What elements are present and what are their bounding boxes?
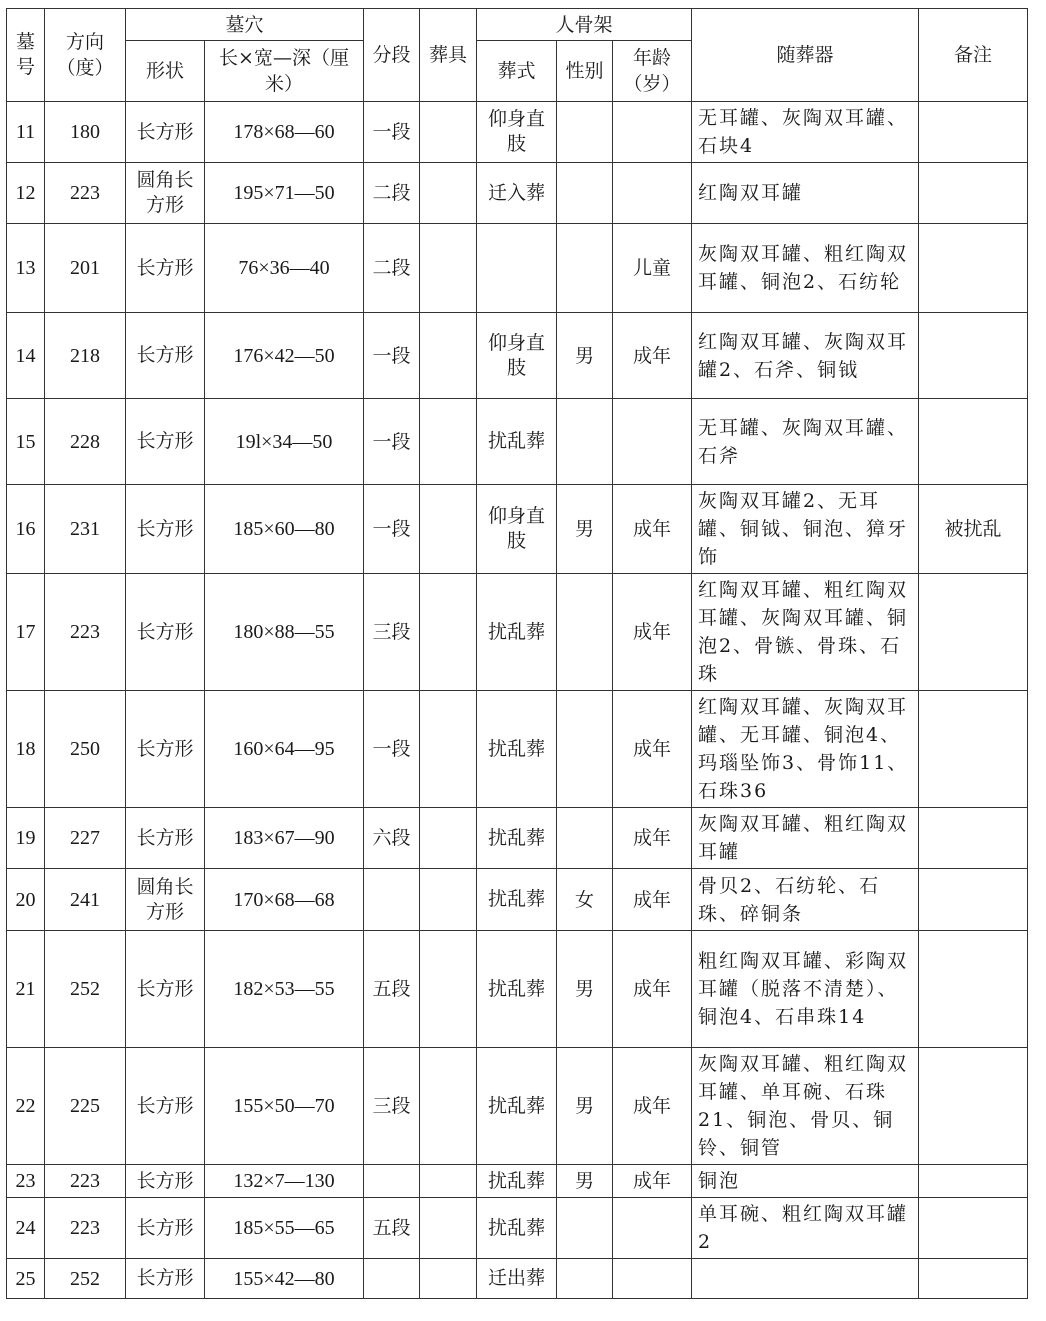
cell-segment [364,1259,420,1299]
cell-goods: 灰陶双耳罐2、无耳罐、铜钺、铜泡、獐牙饰 [692,485,919,574]
cell-shape: 长方形 [126,102,205,163]
cell-note [919,1198,1028,1259]
cell-size: 185×60—80 [205,485,364,574]
cell-burial: 迁入葬 [477,163,557,224]
table-row [7,1048,1028,1165]
table-row [7,691,1028,808]
cell-shape: 长方形 [126,485,205,574]
cell-note [919,1259,1028,1299]
cell-segment: 五段 [364,931,420,1048]
cell-direction: 218 [45,313,126,399]
header-burial: 葬式 [477,41,557,102]
cell-tomb-no: 17 [7,574,45,691]
cell-burial: 仰身直肢 [477,102,557,163]
cell-age: 成年 [613,869,692,931]
cell-age: 成年 [613,691,692,808]
cell-note [919,102,1028,163]
cell-note: 被扰乱 [919,485,1028,574]
cell-shape: 长方形 [126,1259,205,1299]
cell-size: 183×67—90 [205,808,364,869]
header-shape: 形状 [126,41,205,102]
cell-size: 76×36—40 [205,224,364,313]
cell-direction: 225 [45,1048,126,1165]
cell-coffin [420,931,477,1048]
cell-goods: 无耳罐、灰陶双耳罐、石斧 [692,399,919,485]
cell-sex [557,163,613,224]
cell-tomb-no: 14 [7,313,45,399]
cell-shape: 长方形 [126,808,205,869]
cell-burial: 仰身直肢 [477,485,557,574]
cell-age [613,102,692,163]
table-body [7,102,1028,1299]
cell-coffin [420,574,477,691]
cell-segment: 三段 [364,574,420,691]
header-segment: 分段 [364,9,420,102]
header-direction: 方向（度） [45,9,126,102]
cell-sex [557,1198,613,1259]
cell-burial: 扰乱葬 [477,399,557,485]
cell-goods: 粗红陶双耳罐、彩陶双耳罐（脱落不清楚）、铜泡4、石串珠14 [692,931,919,1048]
cell-age: 成年 [613,1165,692,1198]
cell-burial: 扰乱葬 [477,1048,557,1165]
cell-segment: 六段 [364,808,420,869]
cell-age: 成年 [613,313,692,399]
cell-goods: 灰陶双耳罐、粗红陶双耳罐 [692,808,919,869]
cell-segment: 一段 [364,399,420,485]
cell-size: 195×71—50 [205,163,364,224]
table-row [7,1198,1028,1259]
cell-size: 160×64—95 [205,691,364,808]
table-row [7,399,1028,485]
cell-shape: 圆角长方形 [126,869,205,931]
cell-segment: 二段 [364,224,420,313]
cell-note [919,574,1028,691]
cell-burial: 扰乱葬 [477,691,557,808]
cell-segment: 一段 [364,102,420,163]
cell-shape: 长方形 [126,1048,205,1165]
cell-sex [557,574,613,691]
cell-goods: 灰陶双耳罐、粗红陶双耳罐、铜泡2、石纺轮 [692,224,919,313]
cell-size: 19l×34—50 [205,399,364,485]
header-sex: 性别 [557,41,613,102]
cell-goods: 红陶双耳罐、灰陶双耳罐2、石斧、铜钺 [692,313,919,399]
cell-note [919,1048,1028,1165]
cell-tomb-no: 25 [7,1259,45,1299]
cell-tomb-no: 19 [7,808,45,869]
cell-burial: 仰身直肢 [477,313,557,399]
cell-burial: 扰乱葬 [477,931,557,1048]
cell-direction: 252 [45,1259,126,1299]
cell-coffin [420,485,477,574]
cell-segment [364,869,420,931]
cell-direction: 231 [45,485,126,574]
cell-age: 成年 [613,574,692,691]
table-row [7,224,1028,313]
cell-goods [692,1259,919,1299]
cell-coffin [420,399,477,485]
cell-segment: 五段 [364,1198,420,1259]
table-row [7,574,1028,691]
cell-shape: 长方形 [126,399,205,485]
cell-direction: 201 [45,224,126,313]
cell-burial: 扰乱葬 [477,869,557,931]
cell-direction: 223 [45,163,126,224]
cell-note [919,224,1028,313]
table-row [7,931,1028,1048]
cell-sex: 男 [557,1048,613,1165]
cell-coffin [420,1165,477,1198]
cell-sex [557,102,613,163]
cell-tomb-no: 13 [7,224,45,313]
cell-coffin [420,691,477,808]
table-row [7,485,1028,574]
cell-segment: 一段 [364,691,420,808]
table-row [7,869,1028,931]
cell-note [919,808,1028,869]
cell-note [919,1165,1028,1198]
cell-tomb-no: 11 [7,102,45,163]
cell-sex [557,399,613,485]
cell-burial: 迁出葬 [477,1259,557,1299]
cell-shape: 长方形 [126,313,205,399]
cell-goods: 无耳罐、灰陶双耳罐、石块4 [692,102,919,163]
tomb-table-wrapper [6,8,1028,1299]
header-tomb-no: 墓号 [7,9,45,102]
cell-goods: 红陶双耳罐、灰陶双耳罐、无耳罐、铜泡4、玛瑙坠饰3、骨饰11、石珠36 [692,691,919,808]
cell-coffin [420,869,477,931]
cell-direction: 252 [45,931,126,1048]
cell-coffin [420,1198,477,1259]
cell-burial: 扰乱葬 [477,574,557,691]
cell-shape: 长方形 [126,1198,205,1259]
header-tomb-pit: 墓穴 [126,9,364,41]
cell-coffin [420,163,477,224]
cell-note [919,313,1028,399]
header-goods: 随葬器 [692,9,919,102]
cell-age [613,1198,692,1259]
cell-coffin [420,1048,477,1165]
cell-tomb-no: 15 [7,399,45,485]
cell-sex: 男 [557,313,613,399]
cell-direction: 250 [45,691,126,808]
cell-sex: 男 [557,485,613,574]
cell-sex [557,1259,613,1299]
cell-goods: 红陶双耳罐、粗红陶双耳罐、灰陶双耳罐、铜泡2、骨镞、骨珠、石珠 [692,574,919,691]
cell-burial: 扰乱葬 [477,1165,557,1198]
cell-segment: 二段 [364,163,420,224]
cell-burial: 扰乱葬 [477,808,557,869]
cell-direction: 241 [45,869,126,931]
cell-age: 成年 [613,485,692,574]
cell-coffin [420,808,477,869]
header-size: 长×宽—深（厘米） [205,41,364,102]
table-row [7,102,1028,163]
cell-age: 成年 [613,808,692,869]
cell-sex: 女 [557,869,613,931]
cell-size: 182×53—55 [205,931,364,1048]
header-notes: 备注 [919,9,1028,102]
cell-note [919,869,1028,931]
header-skeleton: 人骨架 [477,9,692,41]
cell-tomb-no: 21 [7,931,45,1048]
cell-tomb-no: 16 [7,485,45,574]
cell-coffin [420,102,477,163]
cell-direction: 223 [45,574,126,691]
table-row [7,808,1028,869]
cell-direction: 228 [45,399,126,485]
cell-sex: 男 [557,1165,613,1198]
cell-segment: 一段 [364,485,420,574]
cell-shape: 长方形 [126,691,205,808]
cell-sex [557,808,613,869]
cell-note [919,691,1028,808]
cell-shape: 长方形 [126,1165,205,1198]
cell-shape: 长方形 [126,931,205,1048]
cell-tomb-no: 20 [7,869,45,931]
header-age: 年龄（岁） [613,41,692,102]
cell-size: 176×42—50 [205,313,364,399]
cell-note [919,931,1028,1048]
cell-size: 178×68—60 [205,102,364,163]
cell-tomb-no: 23 [7,1165,45,1198]
cell-size: 155×42—80 [205,1259,364,1299]
cell-goods: 红陶双耳罐 [692,163,919,224]
cell-tomb-no: 18 [7,691,45,808]
cell-tomb-no: 12 [7,163,45,224]
cell-size: 132×7—130 [205,1165,364,1198]
cell-direction: 227 [45,808,126,869]
cell-age [613,163,692,224]
table-header [7,9,1028,102]
cell-goods: 单耳碗、粗红陶双耳罐2 [692,1198,919,1259]
header-coffin: 葬具 [420,9,477,102]
cell-segment: 一段 [364,313,420,399]
cell-shape: 长方形 [126,224,205,313]
table-row [7,1259,1028,1299]
cell-burial [477,224,557,313]
cell-shape: 圆角长方形 [126,163,205,224]
cell-size: 170×68—68 [205,869,364,931]
cell-sex [557,224,613,313]
cell-goods: 灰陶双耳罐、粗红陶双耳罐、单耳碗、石珠21、铜泡、骨贝、铜铃、铜管 [692,1048,919,1165]
cell-goods: 骨贝2、石纺轮、石珠、碎铜条 [692,869,919,931]
cell-sex: 男 [557,931,613,1048]
table-row [7,313,1028,399]
cell-age [613,1259,692,1299]
cell-size: 155×50—70 [205,1048,364,1165]
cell-coffin [420,1259,477,1299]
tomb-data-table [6,8,1028,1299]
cell-age: 儿童 [613,224,692,313]
cell-note [919,399,1028,485]
cell-tomb-no: 22 [7,1048,45,1165]
cell-size: 185×55—65 [205,1198,364,1259]
cell-tomb-no: 24 [7,1198,45,1259]
cell-note [919,163,1028,224]
cell-burial: 扰乱葬 [477,1198,557,1259]
cell-shape: 长方形 [126,574,205,691]
cell-age [613,399,692,485]
cell-age: 成年 [613,931,692,1048]
cell-sex [557,691,613,808]
cell-direction: 223 [45,1165,126,1198]
cell-goods: 铜泡 [692,1165,919,1198]
cell-direction: 223 [45,1198,126,1259]
table-row [7,163,1028,224]
cell-coffin [420,224,477,313]
cell-segment: 三段 [364,1048,420,1165]
cell-coffin [420,313,477,399]
cell-age: 成年 [613,1048,692,1165]
cell-size: 180×88—55 [205,574,364,691]
table-row [7,1165,1028,1198]
cell-direction: 180 [45,102,126,163]
cell-segment [364,1165,420,1198]
